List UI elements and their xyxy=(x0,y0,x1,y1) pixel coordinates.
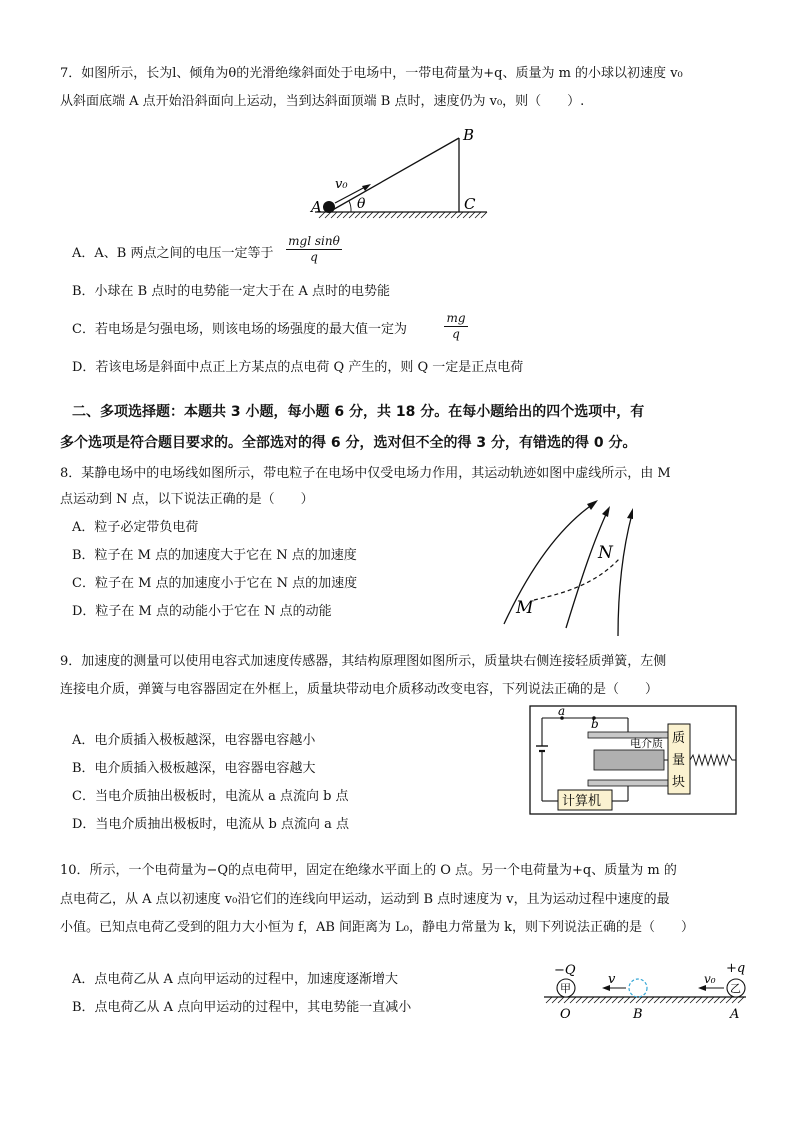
ground-hatch xyxy=(319,212,487,218)
q10-stem-line2: 点电荷乙，从 A 点以初速度 v₀沿它们的连线向甲运动，运动到 B 点时速度为 v，且为运动过程中速度的最 xyxy=(60,892,670,907)
q9-option-b: B．电介质插入极板越深，电容器电容越大 xyxy=(72,761,316,776)
label-dielectric: 电介质 xyxy=(630,737,663,750)
label-v: v xyxy=(608,972,616,987)
q8-option-d: D．粒子在 M 点的动能小于它在 N 点的动能 xyxy=(72,604,332,619)
q10-option-b: B．点电荷乙从 A 点向甲运动的过程中，其电势能一直减小 xyxy=(72,1000,412,1015)
dielectric-block xyxy=(594,750,664,770)
q8-stem-line2: 点运动到 N 点，以下说法正确的是（ ） xyxy=(60,492,314,507)
label-b: b xyxy=(591,717,599,731)
field-line-1-arrow xyxy=(587,500,598,510)
label-B: B xyxy=(633,1007,643,1022)
label-v0: v₀ xyxy=(335,177,348,192)
label-yi: 乙 xyxy=(730,982,741,995)
label-O: O xyxy=(560,1007,571,1022)
q8-option-a: A．粒子必定带负电荷 xyxy=(72,520,199,535)
q10-charges-figure xyxy=(540,955,750,1025)
spring xyxy=(690,755,736,765)
label-v0: v₀ xyxy=(704,972,716,986)
q8-stem-line1: 8．某静电场中的电场线如图所示，带电粒子在电场中仅受电场力作用，其运动轨迹如图中虚线所示，由 M xyxy=(60,466,671,481)
q7-stem-line1: 7．如图所示，长为l、倾角为θ的光滑绝缘斜面处于电场中，一带电荷量为+q、质量为 m 的小球以初速度 v₀ xyxy=(60,66,683,81)
fraction-numerator: mgl sinθ xyxy=(286,234,342,250)
section2-heading-line2: 多个选项是符合题目要求的。全部选对的得 6 分，选对但不全的得 3 分，有错选的得 0 分。 xyxy=(60,435,637,451)
field-line-3-arrow xyxy=(627,508,633,519)
q10-option-a: A．点电荷乙从 A 点向甲运动的过程中，加速度逐渐增大 xyxy=(72,972,399,987)
label-pos-q: +q xyxy=(726,961,746,976)
label-A: A xyxy=(311,198,322,216)
section2-heading-line1: 二、多项选择题：本题共 3 小题，每小题 6 分，共 18 分。在每小题给出的四个选项中，有 xyxy=(72,404,645,420)
q10-stem-line1: 10．所示，一个电荷量为−Q的点电荷甲，固定在绝缘水平面上的 O 点。另一个电荷量为+q、质量为 m 的 xyxy=(60,863,677,878)
label-mass-2: 量 xyxy=(672,753,686,768)
q9-sensor-figure xyxy=(528,704,738,816)
q7-option-d: D．若该电场是斜面中点正上方某点的点电荷 Q 产生的，则 Q 一定是正点电荷 xyxy=(72,360,524,375)
field-line-2-arrow xyxy=(602,506,610,517)
fraction-denominator: q xyxy=(452,327,460,341)
label-mass-1: 质 xyxy=(672,731,686,746)
fraction-denominator: q xyxy=(310,250,318,264)
q7-option-c: C．若电场是匀强电场，则该电场的场强度的最大值一定为 xyxy=(72,322,407,337)
label-C: C xyxy=(464,195,476,213)
label-theta: θ xyxy=(357,196,366,212)
q9-stem-line2: 连接电介质，弹簧与电容器固定在外框上，质量块带动电介质移动改变电容，下列说法正确的是（ ） xyxy=(60,682,659,697)
q8-field-lines-figure xyxy=(490,496,660,640)
label-computer: 计算机 xyxy=(562,794,602,809)
q8-option-c: C．粒子在 M 点的加速度小于它在 N 点的加速度 xyxy=(72,576,358,591)
incline-line xyxy=(329,138,459,212)
label-B: B xyxy=(463,126,475,144)
label-neg-Q: −Q xyxy=(554,963,576,978)
label-a: a xyxy=(558,704,566,718)
q7-option-a: A．A、B 两点之间的电压一定等于 xyxy=(72,246,274,261)
q7-option-a-fraction xyxy=(286,234,342,265)
surface-hatch xyxy=(546,997,744,1003)
q10-stem-line3: 小值。已知点电荷乙受到的阻力大小恒为 f，AB 间距离为 L₀，静电力常量为 k，则下列说法正确的是（ ） xyxy=(60,920,695,935)
q9-stem-line1: 9．加速度的测量可以使用电容式加速度传感器，其结构原理图如图所示，质量块右侧连接轻质弹簧，左侧 xyxy=(60,654,667,669)
q8-option-b: B．粒子在 M 点的加速度大于它在 N 点的加速度 xyxy=(72,548,357,563)
label-M: M xyxy=(516,598,534,618)
q7-option-c-fraction xyxy=(444,311,468,342)
label-A: A xyxy=(730,1007,740,1022)
q7-incline-figure xyxy=(305,120,505,230)
q9-option-a: A．电介质插入极板越深，电容器电容越小 xyxy=(72,733,316,748)
label-jia: 甲 xyxy=(560,982,571,995)
q7-stem-line2: 从斜面底端 A 点开始沿斜面向上运动，当到达斜面顶端 B 点时，速度仍为 v₀，则（ ）. xyxy=(60,94,585,109)
field-line-3 xyxy=(618,514,632,636)
label-N: N xyxy=(598,543,613,563)
theta-arc xyxy=(349,201,351,212)
q7-option-b: B．小球在 B 点时的电势能一定大于在 A 点时的电势能 xyxy=(72,284,391,299)
fraction-numerator: mg xyxy=(444,311,468,327)
q9-option-c: C．当电介质抽出极板时，电流从 a 点流向 b 点 xyxy=(72,789,349,804)
ball xyxy=(323,201,335,213)
q9-option-d: D．当电介质抽出极板时，电流从 b 点流向 a 点 xyxy=(72,817,350,832)
charge-position-b-dashed xyxy=(629,979,647,997)
field-line-2 xyxy=(566,510,608,628)
label-mass-3: 块 xyxy=(672,775,686,790)
